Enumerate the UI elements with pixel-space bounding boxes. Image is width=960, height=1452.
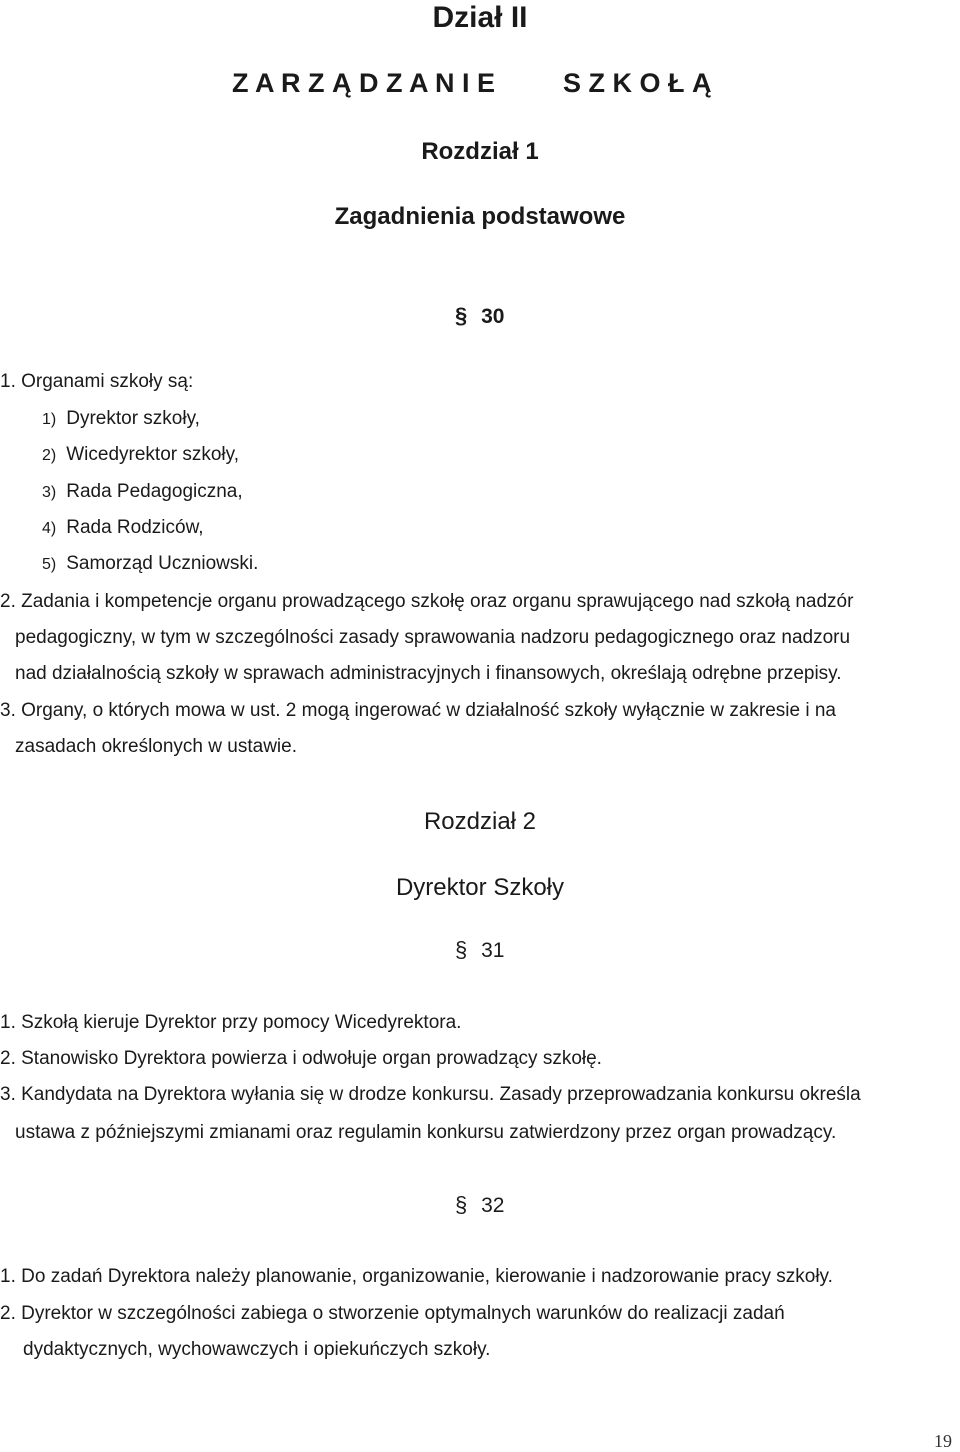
chapter-1-name: Zagadnienia podstawowe	[334, 203, 626, 230]
part-title-left: Z A R Z Ą D Z A N I E	[232, 68, 495, 98]
p3-line: zasadach określonych w ustawie.	[15, 736, 297, 757]
section-symbol: §	[455, 1192, 468, 1217]
section-number: 30	[481, 305, 505, 328]
list-item: 1) Dyrektor szkoły,	[42, 408, 200, 429]
list-item: 4) Rada Rodziców,	[42, 517, 204, 538]
p3-line: 3. Organy, o których mowa w ust. 2 mogą ingerować w działalność szkoły wyłącznie w zakresie i na	[0, 700, 836, 721]
chapter-2-title: Rozdział 2	[423, 808, 537, 835]
section-31-heading	[455, 937, 504, 963]
list-item: 5) Samorząd Uczniowski.	[42, 553, 259, 574]
s31-line: 3. Kandydata na Dyrektora wyłania się w drodze konkursu. Zasady przeprowadzania konkursu określa	[0, 1084, 861, 1105]
list-item: 3) Rada Pedagogiczna,	[42, 481, 243, 502]
s31-line: 2. Stanowisko Dyrektora powierza i odwołuje organ prowadzący szkołę.	[0, 1048, 602, 1069]
chapter-1-title: Rozdział 1	[421, 138, 539, 165]
section-number: 32	[481, 1194, 505, 1217]
section-number: 31	[481, 939, 505, 962]
p2-line: 2. Zadania i kompetencje organu prowadzącego szkołę oraz organu sprawującego nad szkołą nadzór	[0, 591, 854, 612]
s31-line: 1. Szkołą kieruje Dyrektor przy pomocy Wicedyrektora.	[0, 1012, 462, 1033]
part-title-right: S Z K O Ł Ą	[563, 68, 712, 98]
section-symbol: §	[455, 303, 468, 328]
section-symbol: §	[455, 937, 468, 962]
division-title: Dział II	[432, 1, 528, 34]
s32-line: dydaktycznych, wychowawczych i opiekuńczych szkoły.	[23, 1339, 491, 1360]
chapter-2-name: Dyrektor Szkoły	[395, 874, 565, 901]
s32-line: 1. Do zadań Dyrektora należy planowanie, organizowanie, kierowanie i nadzorowanie pracy szkoły.	[0, 1266, 833, 1287]
p2-line: pedagogiczny, w tym w szczególności zasady sprawowania nadzoru pedagogicznego oraz nadzoru	[15, 627, 851, 648]
list-item: 2) Wicedyrektor szkoły,	[42, 444, 240, 465]
section-30-heading	[455, 303, 504, 329]
p1-intro: 1. Organami szkoły są:	[0, 371, 194, 392]
page-number: 19	[934, 1431, 952, 1451]
p2-line: nad działalnością szkoły w sprawach administracyjnych i finansowych, określają odrębne przepisy.	[15, 663, 842, 684]
s32-line: 2. Dyrektor w szczególności zabiega o stworzenie optymalnych warunków do realizacji zadań	[0, 1303, 785, 1324]
s31-line: ustawa z późniejszymi zmianami oraz regulamin konkursu zatwierdzony przez organ prowadzący.	[15, 1122, 837, 1143]
section-32-heading	[455, 1192, 504, 1218]
